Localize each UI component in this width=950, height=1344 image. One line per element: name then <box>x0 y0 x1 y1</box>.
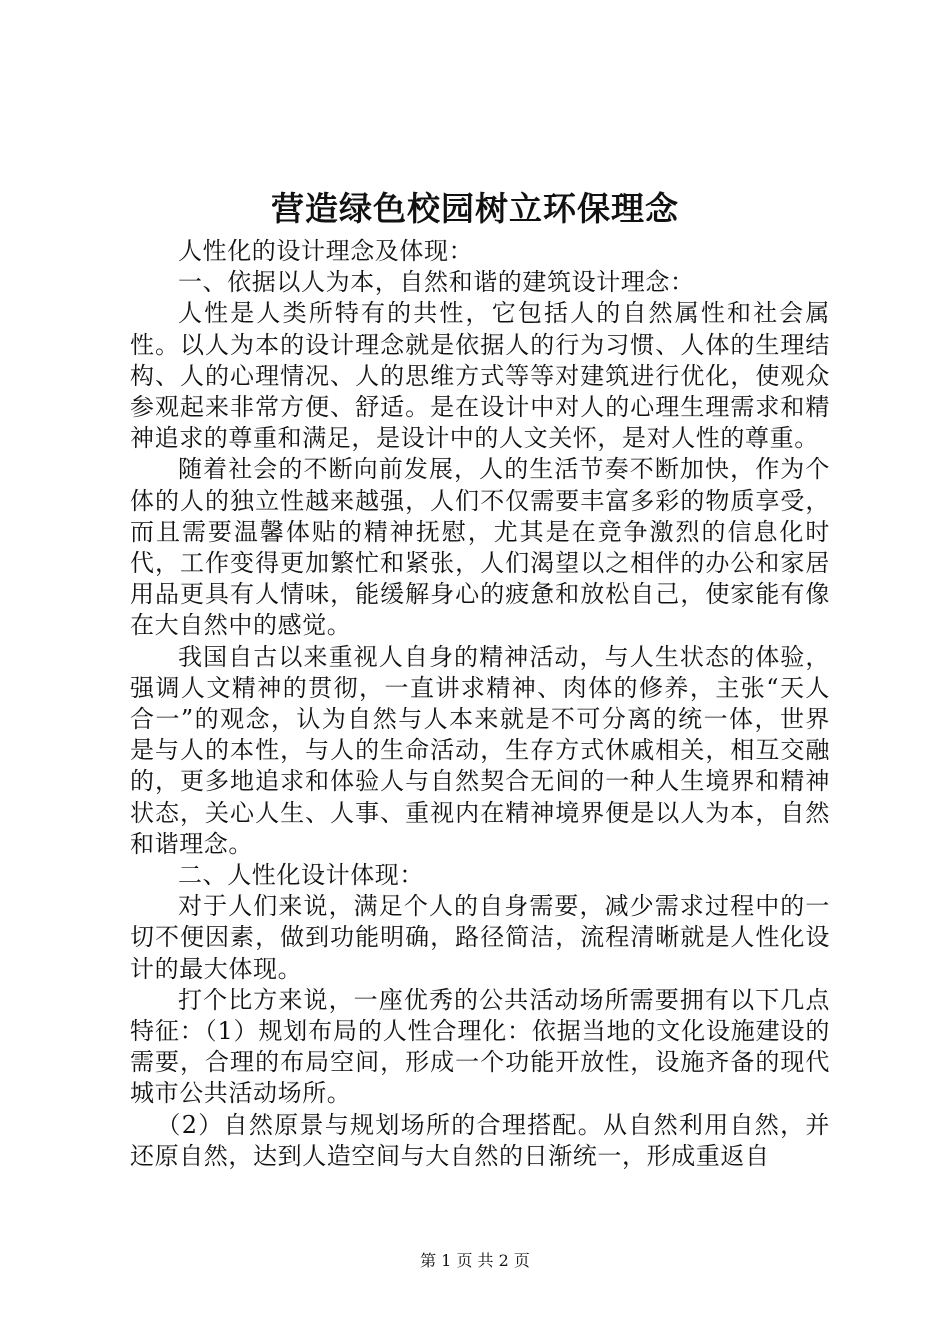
paragraph: 人性化的设计理念及体现： <box>178 237 474 265</box>
page-footer: 第 1 页 共 2 页 <box>420 1251 530 1270</box>
paragraph: 打个比方来说，一座优秀的公共活动场所需要拥有以下几点特征：（1）规划布局的人性合理化：依据当地的文化设施建设的需要，合理的布局空间，形成一个功能开放性，设施齐备的现代城市公共活动场所。 <box>130 985 830 1108</box>
paragraph: 对于人们来说，满足个人的自身需要，减少需求过程中的一切不便因素，做到功能明确，路径简洁，流程清晰就是人性化设计的最大体现。 <box>130 892 830 983</box>
paragraph: （2）自然原景与规划场所的合理搭配。从自然利用自然，并还原自然，达到人造空间与大自然的日渐统一，形成重返自 <box>130 1110 830 1170</box>
document-body <box>130 236 830 1172</box>
section-heading: 二、人性化设计体现： <box>178 861 424 890</box>
section-heading: 一、依据以人为本，自然和谐的建筑设计理念： <box>178 268 695 297</box>
paragraph: 我国自古以来重视人自身的精神活动，与人生状态的体验，强调人文精神的贯彻，一直讲求精神、肉体的修养，主张“天人合一”的观念，认为自然与人本来就是不可分离的统一体，世界是与人的本性，与人的生命活动，生存方式休戚相关，相互交融的，更多地追求和体验人与自然契合无间的一种人生境界和精神状态，关心人生、人事、重视内在精神境界便是以人为本，自然和谐理念。 <box>130 642 830 858</box>
paragraph: 随着社会的不断向前发展，人的生活节奏不断加快，作为个体的人的独立性越来越强，人们不仅需要丰富多彩的物质享受，而且需要温馨体贴的精神抚慰，尤其是在竞争激烈的信息化时代，工作变得更加繁忙和紧张，人们渴望以之相伴的办公和家居用品更具有人情味，能缓解身心的疲惫和放松自己，使家能有像在大自然中的感觉。 <box>130 455 830 640</box>
paragraph: 人性是人类所特有的共性，它包括人的自然属性和社会属性。以人为本的设计理念就是依据人的行为习惯、人体的生理结构、人的心理情况、人的思维方式等等对建筑进行优化，使观众参观起来非常方便、舒适。是在设计中对人的心理生理需求和精神追求的尊重和满足，是设计中的人文关怀，是对人性的尊重。 <box>130 299 830 453</box>
document-title: 营造绿色校园树立环保理念 <box>271 189 679 228</box>
